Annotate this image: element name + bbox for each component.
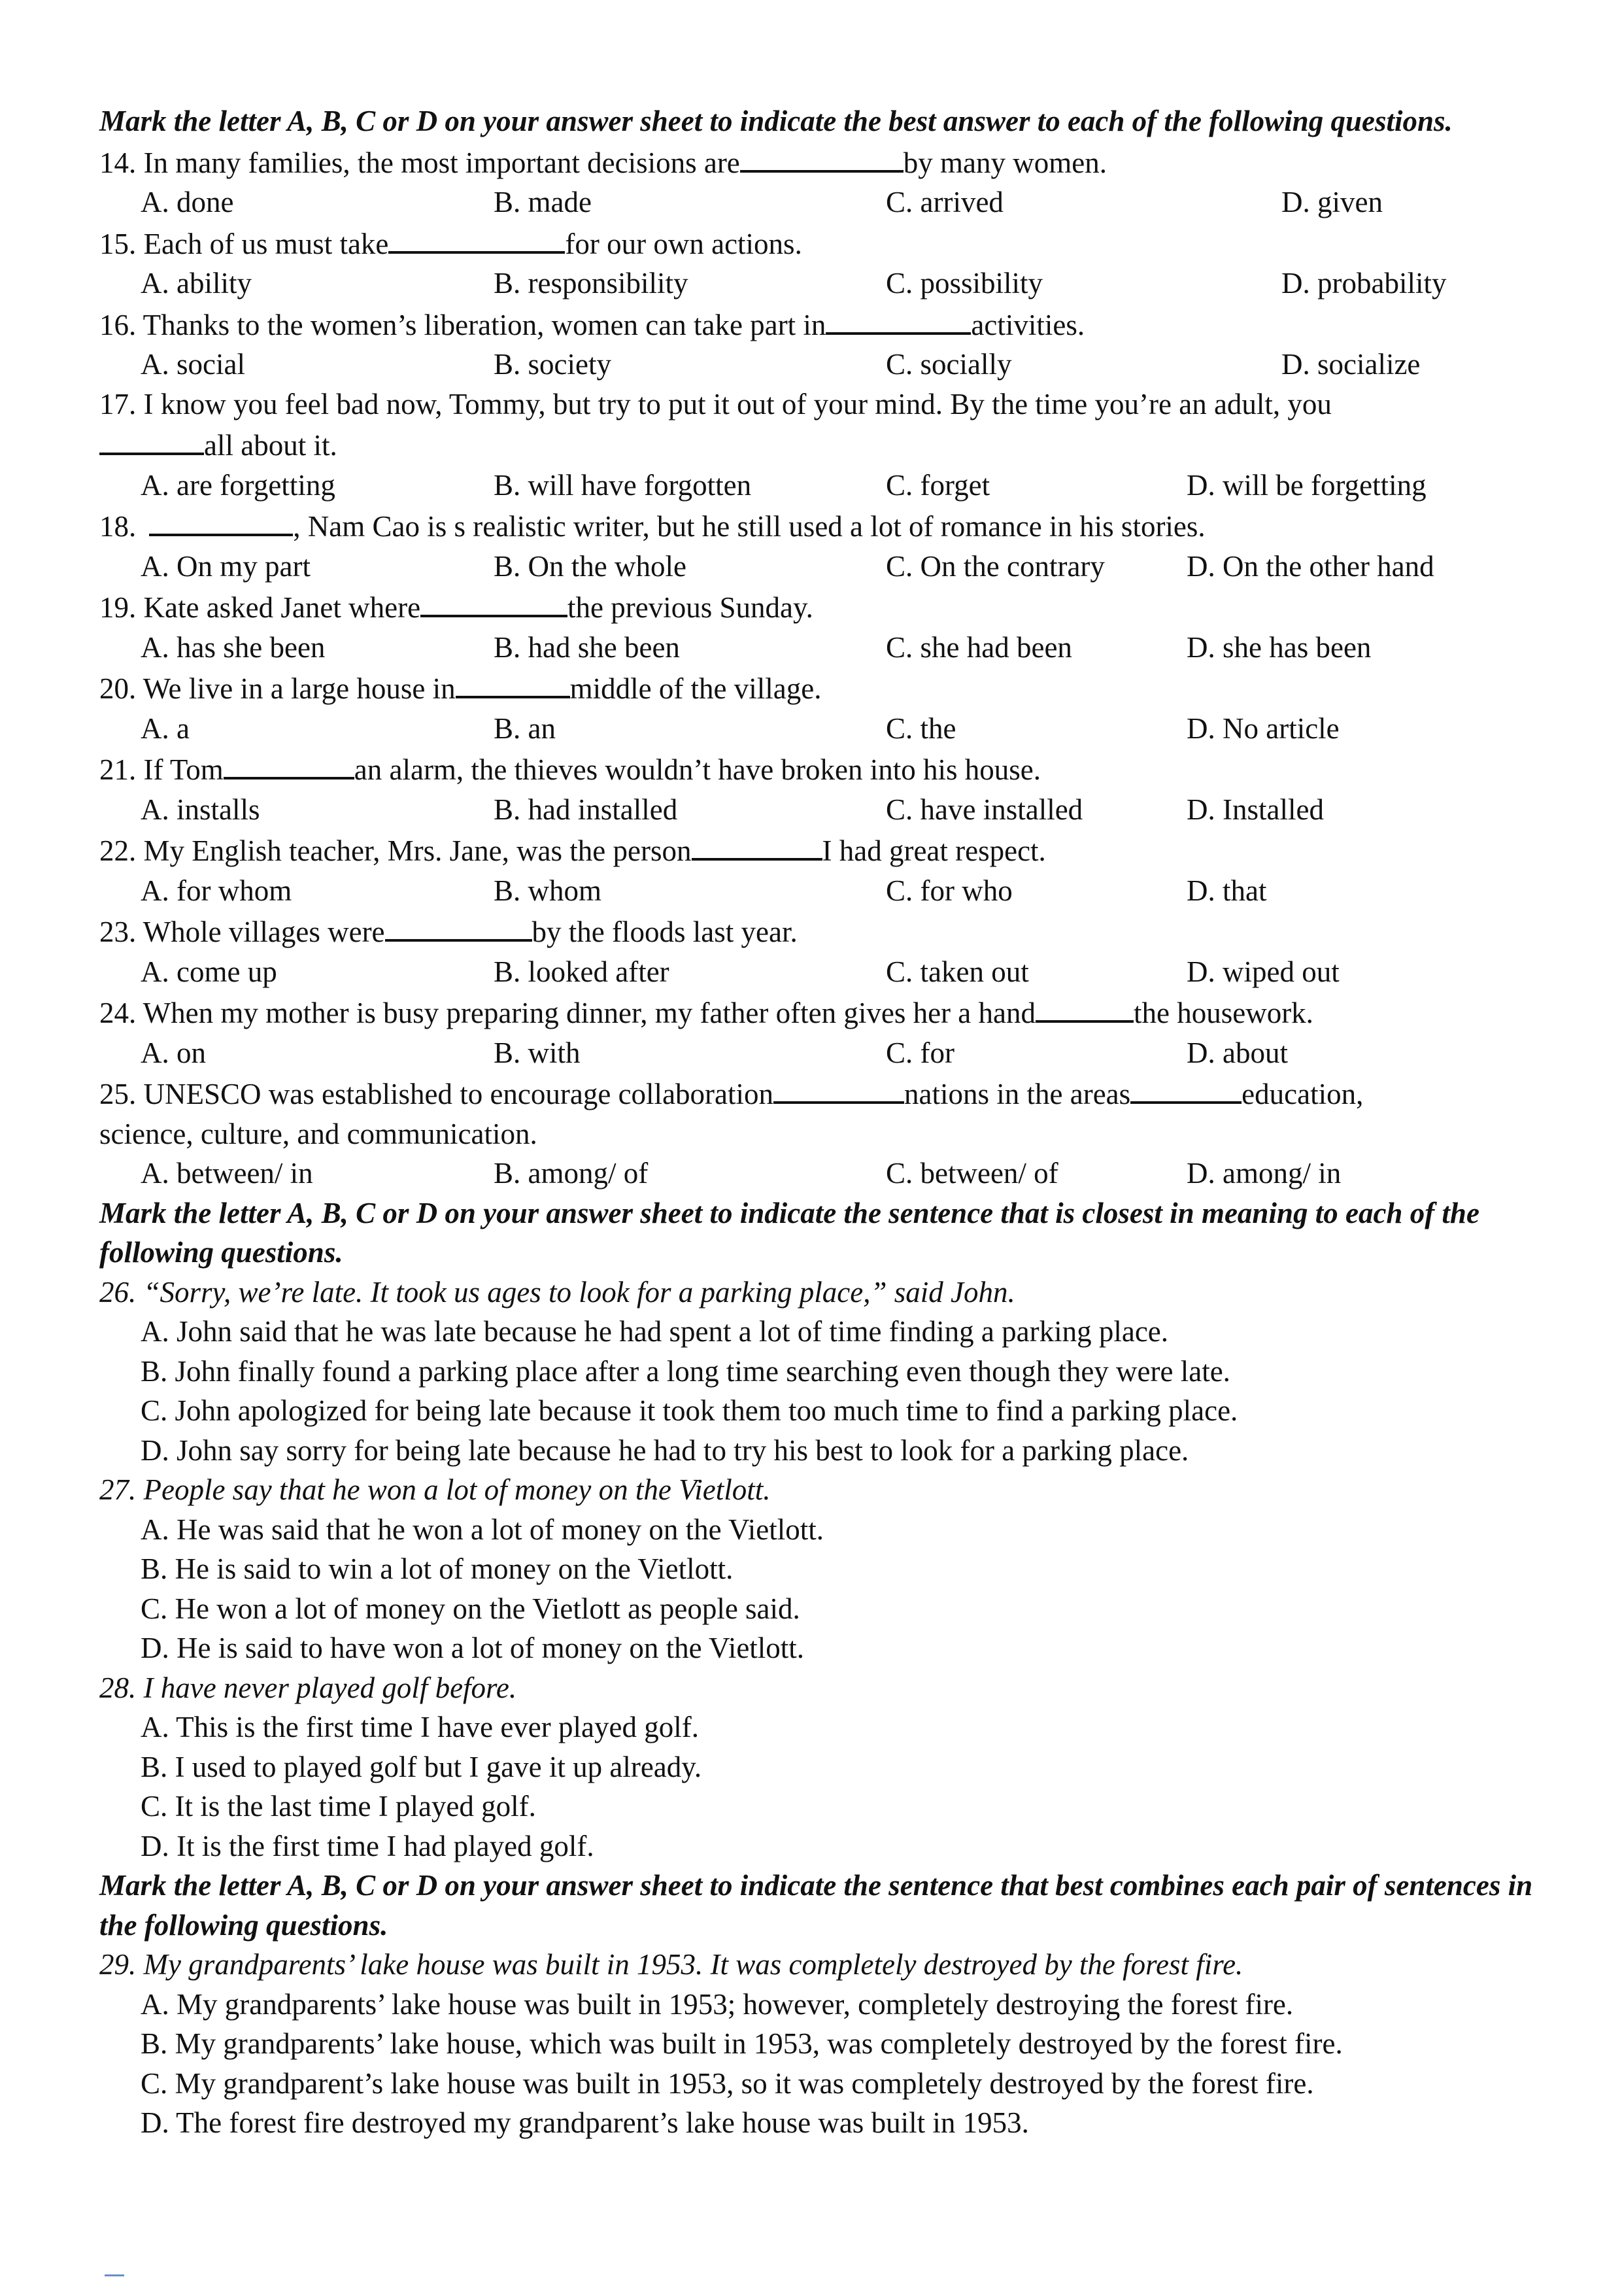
option-a: A. done — [141, 186, 234, 218]
question-19-options — [99, 628, 1538, 668]
option-a: A. social — [141, 348, 245, 381]
option-c: C. socially — [886, 348, 1012, 381]
question-14-options — [99, 182, 1538, 222]
option-b: B. made — [494, 186, 592, 218]
option-d: D. It is the first time I had played golf. — [141, 1829, 594, 1862]
question-25-options — [99, 1154, 1538, 1193]
answer-blank — [773, 1072, 904, 1104]
option-c: C. My grandparent’s lake house was built in 1953, so it was completely destroyed by the forest fire. — [141, 2066, 1314, 2100]
option-b: B. whom — [494, 874, 602, 907]
option-c: C. He won a lot of money on the Vietlott as people said. — [141, 1592, 800, 1625]
page-edge-mark — [105, 2274, 124, 2276]
option-d: D. wiped out — [1187, 955, 1340, 988]
option-d: D. probability — [1281, 267, 1447, 300]
option-a: A. between/ in — [141, 1157, 313, 1190]
option-c: C. have installed — [886, 793, 1083, 826]
question-17-continued: all about it. — [99, 424, 1538, 466]
option-a: A. come up — [141, 955, 277, 988]
option-b: B. among/ of — [494, 1157, 649, 1190]
question-20: 20. We live in a large house in middle of the village. — [99, 667, 1538, 709]
option-b: B. He is said to win a lot of money on the Vietlott. — [141, 1552, 734, 1585]
option-d: D. among/ in — [1187, 1157, 1342, 1190]
option-c: C. It is the last time I played golf. — [141, 1790, 536, 1823]
option-b: B. On the whole — [494, 549, 686, 583]
question-19: 19. Kate asked Janet where the previous Sunday. — [99, 586, 1538, 628]
question-28: 28. I have never played golf before. — [99, 1671, 517, 1704]
option-a: A. My grandparents’ lake house was built in 1953; however, completely destroying the forest fire. — [141, 1987, 1294, 2021]
option-b: B. My grandparents’ lake house, which was built in 1953, was completely destroyed by the forest fire. — [141, 2027, 1343, 2060]
option-b: B. John finally found a parking place after a long time searching even though they were late. — [141, 1354, 1230, 1388]
question-18: 18. , Nam Cao is s realistic writer, but he still used a lot of romance in his stories. — [99, 505, 1538, 547]
answer-blank — [224, 748, 354, 780]
option-d: D. given — [1281, 186, 1383, 218]
answer-blank — [388, 222, 565, 254]
option-d: D. On the other hand — [1187, 549, 1434, 583]
option-a: A. This is the first time I have ever played golf. — [141, 1711, 699, 1743]
option-d: D. John say sorry for being late because he had to try his best to look for a parking place. — [141, 1433, 1189, 1467]
question-24: 24. When my mother is busy preparing dinner, my father often gives her a hand the housework. — [99, 991, 1538, 1033]
option-a: A. for whom — [141, 874, 292, 907]
option-c: C. taken out — [886, 955, 1029, 988]
question-17: 17. I know you feel bad now, Tommy, but try to put it out of your mind. By the time you’re an adult, you — [99, 387, 1332, 420]
question-14: 14. In many families, the most important decisions are by many women. — [99, 141, 1538, 183]
option-a: A. installs — [141, 793, 260, 826]
option-a: A. are forgetting — [141, 468, 335, 502]
question-20-options — [99, 709, 1538, 749]
answer-blank — [149, 505, 293, 536]
answer-blank — [420, 586, 567, 617]
answer-blank — [826, 303, 971, 335]
option-b: B. had installed — [494, 793, 678, 826]
option-c: C. for — [886, 1036, 955, 1069]
option-c: C. between/ of — [886, 1157, 1058, 1190]
answer-blank — [1036, 991, 1134, 1023]
question-27: 27. People say that he won a lot of money on the Vietlott. — [99, 1473, 771, 1506]
question-16: 16. Thanks to the women’s liberation, women can take part in activities. — [99, 303, 1538, 345]
question-23: 23. Whole villages were by the floods last year. — [99, 910, 1538, 952]
question-25-continued: science, culture, and communication. — [99, 1117, 537, 1150]
option-c: C. forget — [886, 468, 990, 502]
option-a: A. a — [141, 711, 190, 745]
option-b: B. I used to played golf but I gave it up already. — [141, 1750, 702, 1783]
answer-blank — [740, 141, 904, 173]
question-23-options — [99, 952, 1538, 992]
question-16-options — [99, 345, 1538, 385]
question-15: 15. Each of us must take for our own actions. — [99, 222, 1538, 264]
option-b: B. responsibility — [494, 267, 688, 300]
answer-blank — [1130, 1072, 1242, 1104]
option-b: B. will have forgotten — [494, 468, 752, 502]
option-a: A. John said that he was late because he had spent a lot of time finding a parking place. — [141, 1315, 1169, 1348]
option-a: A. On my part — [141, 549, 311, 583]
option-b: B. an — [494, 711, 556, 745]
option-b: B. looked after — [494, 955, 669, 988]
option-d: D. The forest fire destroyed my grandparent’s lake house was built in 1953. — [141, 2106, 1029, 2139]
option-a: A. has she been — [141, 630, 326, 664]
option-c: C. On the contrary — [886, 549, 1105, 583]
question-18-options — [99, 547, 1538, 587]
option-d: D. No article — [1187, 711, 1340, 745]
option-b: B. had she been — [494, 630, 680, 664]
option-b: B. with — [494, 1036, 581, 1069]
exam-content — [99, 101, 1538, 2143]
option-d: D. she has been — [1187, 630, 1372, 664]
option-c: C. John apologized for being late because it took them too much time to find a parking place. — [141, 1394, 1238, 1427]
question-21-options — [99, 790, 1538, 830]
question-29: 29. My grandparents’ lake house was built in 1953. It was completely destroyed by the forest fire. — [99, 1948, 1243, 1981]
option-a: A. ability — [141, 267, 252, 300]
option-d: D. socialize — [1281, 348, 1421, 381]
option-d: D. that — [1187, 874, 1267, 907]
question-15-options — [99, 264, 1538, 303]
option-d: D. He is said to have won a lot of money on the Vietlott. — [141, 1632, 805, 1664]
question-21: 21. If Tom an alarm, the thieves wouldn’t have broken into his house. — [99, 748, 1538, 790]
question-26: 26. “Sorry, we’re late. It took us ages to look for a parking place,” said John. — [99, 1275, 1015, 1309]
question-17-options — [99, 466, 1538, 505]
option-c: C. the — [886, 711, 956, 745]
option-a: A. on — [141, 1036, 206, 1069]
option-d: D. will be forgetting — [1187, 468, 1427, 502]
section-instruction-closest-meaning: Mark the letter A, B, C or D on your answer sheet to indicate the sentence that is closest in meaning to each of the following questions. — [99, 1196, 1479, 1269]
option-c: C. for who — [886, 874, 1013, 907]
option-a: A. He was said that he won a lot of money on the Vietlott. — [141, 1513, 824, 1546]
question-24-options — [99, 1033, 1538, 1073]
answer-blank — [99, 424, 204, 455]
section-instruction-best-answer: Mark the letter A, B, C or D on your answer sheet to indicate the best answer to each of the following questions. — [99, 105, 1453, 137]
option-c: C. possibility — [886, 267, 1043, 300]
option-b: B. society — [494, 348, 611, 381]
option-d: D. Installed — [1187, 793, 1324, 826]
answer-blank — [692, 829, 822, 861]
option-d: D. about — [1187, 1036, 1288, 1069]
option-c: C. she had been — [886, 630, 1072, 664]
question-22: 22. My English teacher, Mrs. Jane, was the person I had great respect. — [99, 829, 1538, 871]
section-instruction-combine-sentences: Mark the letter A, B, C or D on your answer sheet to indicate the sentence that best combines each pair of sentences in the following questions. — [99, 1869, 1533, 1942]
question-22-options — [99, 871, 1538, 911]
question-25: 25. UNESCO was established to encourage collaboration nations in the areas education, — [99, 1072, 1538, 1114]
answer-blank — [456, 667, 570, 698]
answer-blank — [385, 910, 532, 942]
option-c: C. arrived — [886, 186, 1004, 218]
